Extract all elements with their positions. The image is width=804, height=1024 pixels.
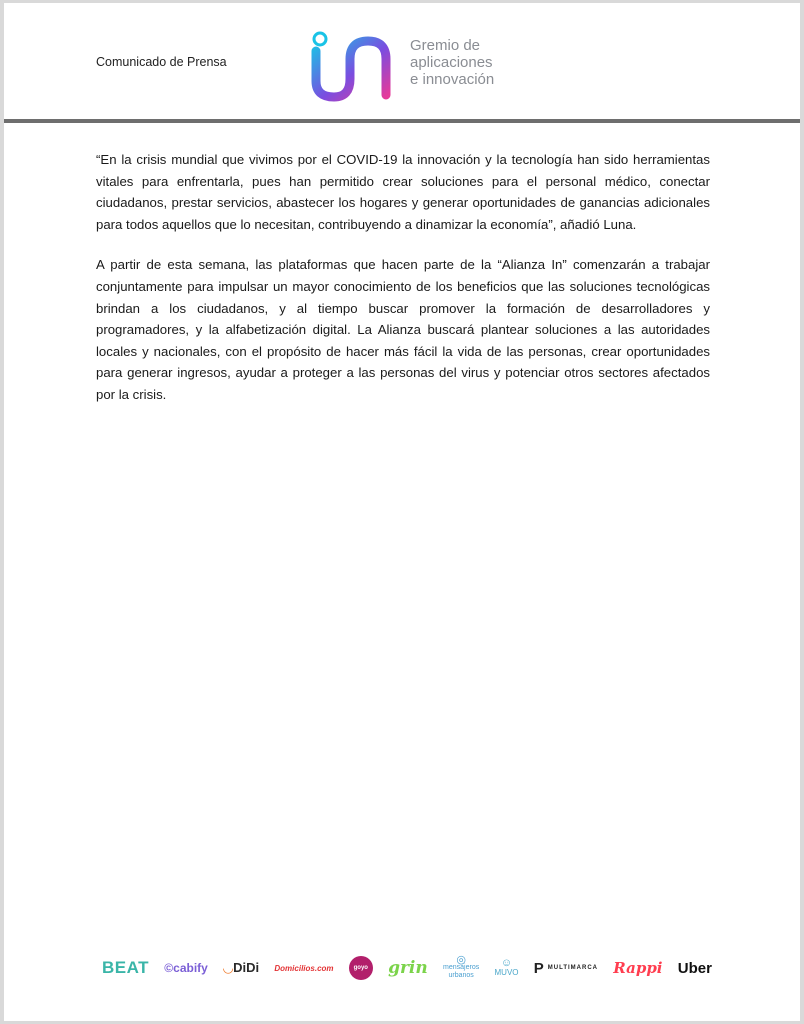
urbanos-logo-text: urbanos — [448, 972, 474, 979]
didi-icon: ◡ — [223, 960, 234, 975]
partner-logos — [102, 945, 712, 991]
grin-logo: grin — [388, 958, 428, 978]
header-divider — [4, 119, 800, 123]
multimarca-icon: P — [533, 959, 545, 977]
gremio-logo-text — [410, 37, 494, 88]
cabify-logo-text: cabify — [173, 961, 208, 975]
gremio-logo-mark — [306, 29, 406, 103]
uber-logo: Uber — [677, 959, 712, 977]
beat-logo: BEAT — [102, 958, 150, 977]
paragraph: A partir de esta semana, las plataformas que hacen parte de la “Alianza In” comenzarán a trabajar conjuntamente para impulsar un mayor conocimiento de los beneficios que las soluciones tecnológicas brindan a los ciudadanos, y al tiempo buscar promover la formación de desarrolladores y programadores, y la alfabetización digital. La Alianza buscará plantear soluciones a las autoridades locales y nacionales, con el propósito de hacer más fácil la vida de las personas, crear oportunidades para generar ingresos, ayudar a proteger a las personas del virus y potenciar otros sectores afectados por la crisis. — [96, 257, 710, 402]
mensajeros-logo-text: mensajeros — [443, 964, 480, 971]
muvo-logo — [495, 959, 519, 977]
logo-line: Gremio de — [410, 37, 481, 54]
multimarca-logo — [534, 960, 598, 977]
domicilios-logo: Domicilios.com — [274, 963, 334, 973]
goyo-logo: goyo — [349, 956, 373, 980]
mensajeros-urbanos-logo — [443, 956, 479, 980]
muvo-icon: ☺ — [500, 957, 513, 969]
press-release-body — [96, 149, 710, 425]
multimarca-logo-text: MULTIMARCA — [547, 965, 599, 971]
didi-logo-text: DiDi — [233, 960, 260, 975]
document-type-label: Comunicado de Prensa — [96, 55, 227, 69]
muvo-logo-text: MUVO — [494, 968, 519, 977]
gremio-logo — [306, 29, 516, 103]
logo-line: e innovación — [410, 71, 495, 88]
cabify-icon: © — [164, 961, 174, 975]
logo-line: aplicaciones — [410, 54, 493, 71]
cabify-logo — [164, 961, 208, 975]
document-page — [4, 3, 800, 1021]
rappi-logo: Rappi — [613, 959, 663, 977]
paragraph: “En la crisis mundial que vivimos por el COVID-19 la innovación y la tecnología han sido herramientas vitales para enfrentarla, pues han permitido crear soluciones para el personal médico, conectar ciudadanos, prestar servicios, abastecer los hogares y generar oportunidades de ganancias adicionales para todos aquellos que lo necesitan, contribuyendo a dinamizar la economía”, añadió Luna. — [96, 152, 710, 232]
didi-logo — [223, 960, 259, 976]
mensajeros-icon: ◎ — [456, 954, 466, 966]
